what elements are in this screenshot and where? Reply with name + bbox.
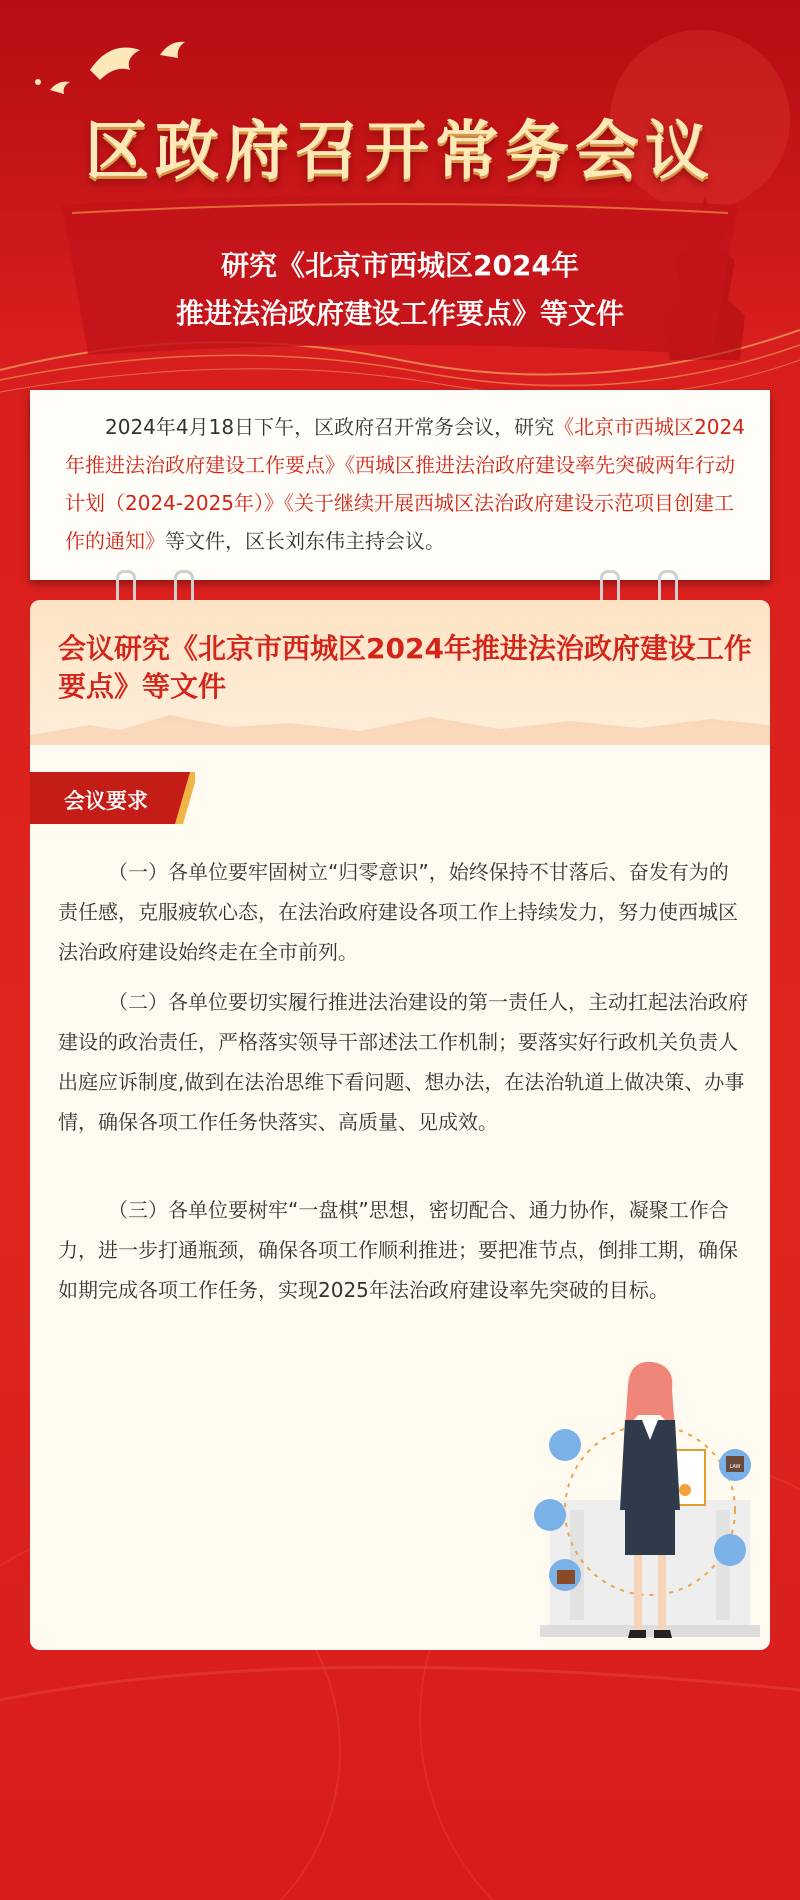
subtitle-line-2: 推进法治政府建设工作要点》等文件 bbox=[175, 297, 624, 330]
subtitle-line-1: 研究《北京市西城区2024年 bbox=[221, 249, 579, 282]
main-card bbox=[30, 600, 770, 1650]
intro-doc-1: 《北京市西城区2024年推进法治政府建设工作要点》 bbox=[65, 415, 745, 477]
lawyer-illustration bbox=[530, 1360, 770, 1650]
requirement-paragraph: （一）各单位要牢固树立“归零意识”，始终保持不甘落后、奋发有为的责任感，克服疲软心态，在法治政府建设各项工作上持续发力，努力使西城区法治政府建设始终走在全市前列。 bbox=[58, 860, 738, 964]
intro-lead: 2024年4月18日下午，区政府召开常务会议，研究 bbox=[105, 415, 555, 439]
law-book-label: LAW bbox=[729, 1464, 741, 1470]
intro-paragraph bbox=[65, 408, 745, 560]
requirement-paragraph: （三）各单位要树牢“一盘棋”思想，密切配合、通力协作，凝聚工作合力，进一步打通瓶颈，确保各项工作顺利推进；要把准节点，倒排工期，确保如期完成各项工作任务，实现2025年法治政府建设率先突破的目标。 bbox=[58, 1198, 738, 1302]
dove-icon bbox=[30, 30, 190, 110]
intro-doc-2: 《西城区推进法治政府建设率先突破两年行动计划（2024-2025年）》 bbox=[65, 453, 735, 515]
intro-card bbox=[30, 390, 770, 580]
page-title: 区政府召开常务会议 bbox=[85, 115, 715, 189]
intro-tail: 等文件，区长刘东伟主持会议。 bbox=[165, 529, 445, 553]
requirement-paragraph: （二）各单位要切实履行推进法治建设的第一责任人，主动扛起法治政府建设的政治责任，严格落实领导干部述法工作机制；要落实好行政机关负责人出庭应诉制度,做到在法治思维下看问题、想办法，在法治轨道上做决策、办事情，确保各项工作任务快落实、高质量、见成效。 bbox=[58, 990, 748, 1134]
requirement-tag: 会议要求 bbox=[64, 789, 148, 813]
intro-doc-3: 《关于继续开展西城区法治政府建设示范项目创建工作的通知》 bbox=[65, 491, 735, 553]
section-title: 会议研究《北京市西城区2024年推进法治政府建设工作要点》等文件 bbox=[58, 632, 752, 703]
section-header bbox=[30, 600, 770, 745]
